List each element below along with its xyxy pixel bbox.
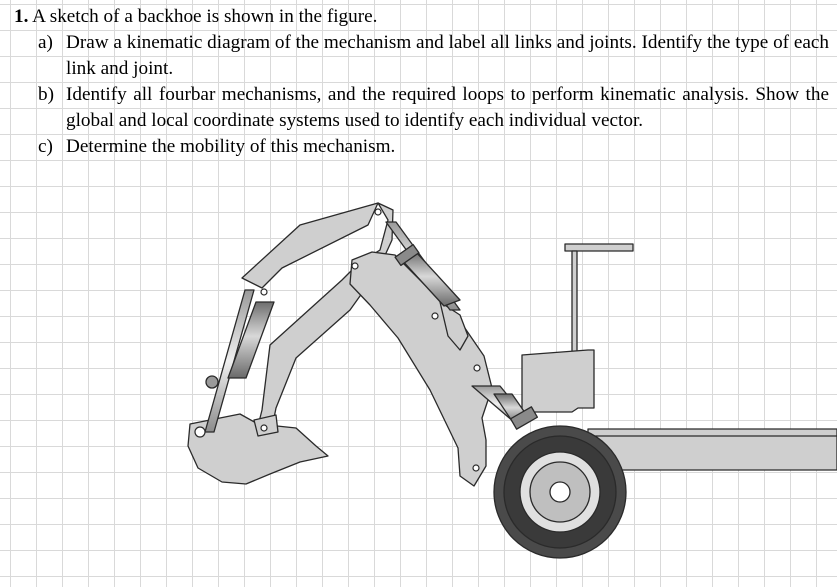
joint [474, 365, 480, 371]
part-c-text: Determine the mobility of this mechanism. [66, 136, 396, 157]
tire [494, 426, 626, 558]
tractor-deck [588, 429, 837, 470]
canopy-roof [565, 244, 633, 251]
stick [350, 252, 492, 486]
problem-number: 1. [14, 6, 29, 27]
joint [432, 313, 438, 319]
joint [261, 425, 267, 431]
part-a-text: Draw a kinematic diagram of the mechanism and label all links and joints. Identify the type of each link and joint. [66, 32, 829, 79]
part-a-label: a) [38, 32, 53, 53]
canopy-post [572, 251, 577, 355]
joint [375, 209, 381, 215]
part-c-label: c) [38, 136, 53, 157]
part-b-label: b) [38, 84, 54, 105]
tractor-canopy [565, 244, 633, 355]
part-b-text: Identify all fourbar mechanisms, and the required loops to perform kinematic analysis. Show the global and local coordinate systems used to identify each individual vector. [66, 84, 829, 131]
problem-intro: A sketch of a backhoe is shown in the figure. [32, 6, 378, 27]
joint [352, 263, 358, 269]
joint [261, 289, 267, 295]
joint [195, 427, 205, 437]
joint [473, 465, 479, 471]
